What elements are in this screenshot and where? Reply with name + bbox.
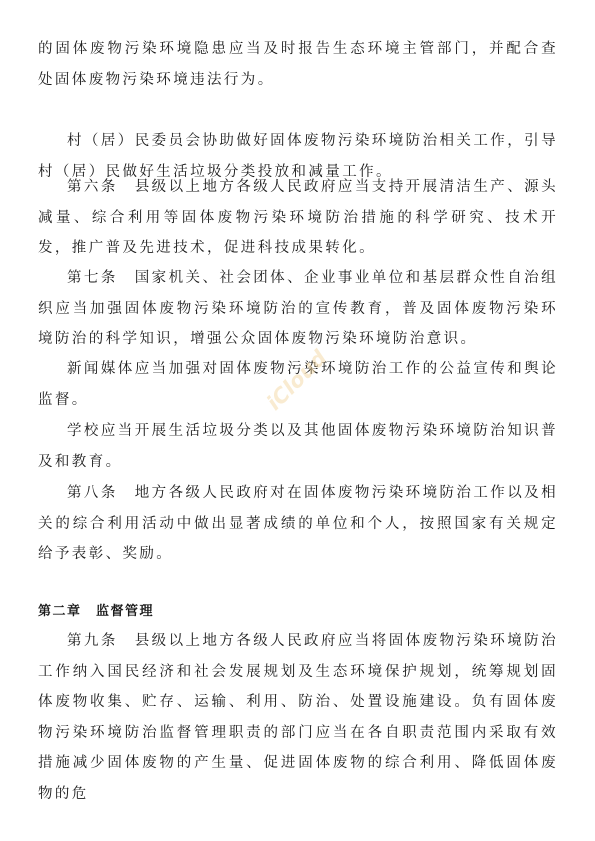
- paragraph-article-7: 第七条 国家机关、社会团体、企业事业单位和基层群众性自治组织应当加强固体废物污染环境防治的宣传教育，普及固体废物污染环境防治的科学知识，增强公众固体废物污染环境防治意识。: [38, 270, 558, 347]
- chapter-heading: 第二章 监督管理: [38, 604, 155, 619]
- paragraph-village-committee: 村（居）民委员会协助做好固体废物污染环境防治相关工作，引导村（居）民做好生活垃圾分类投放和减量工作。: [38, 133, 558, 180]
- paragraph-article-9: 第九条 县级以上地方各级人民政府应当将固体废物污染环境防治工作纳入国民经济和社会发展规划及生态环境保护规划，统筹规划固体废物收集、贮存、运输、利用、防治、处置设施建设。负有固体废物污染环境防治监督管理职责的部门应当在各自职责范围内采取有效措施减少固体废物的产生量、促进固体废物的综合利用、降低固体废物的危: [38, 633, 558, 802]
- watermark-logo: iCloud: [262, 345, 332, 415]
- paragraph-continuation: 的固体废物污染环境隐患应当及时报告生态环境主管部门，并配合查处固体废物污染环境违法行为。: [38, 41, 558, 88]
- paragraph-news-media: 新闻媒体应当加强对固体废物污染环境防治工作的公益宣传和舆论监督。: [38, 361, 558, 408]
- paragraph-schools: 学校应当开展生活垃圾分类以及其他固体废物污染环境防治知识普及和教育。: [38, 423, 558, 470]
- paragraph-article-6: 第六条 县级以上地方各级人民政府应当支持开展清洁生产、源头减量、综合利用等固体废物污染环境防治措施的科学研究、技术开发，推广普及先进技术，促进科技成果转化。: [38, 179, 558, 256]
- paragraph-article-8: 第八条 地方各级人民政府对在固体废物污染环境防治工作以及相关的综合利用活动中做出显著成绩的单位和个人，按照国家有关规定给予表彰、奖励。: [38, 485, 558, 562]
